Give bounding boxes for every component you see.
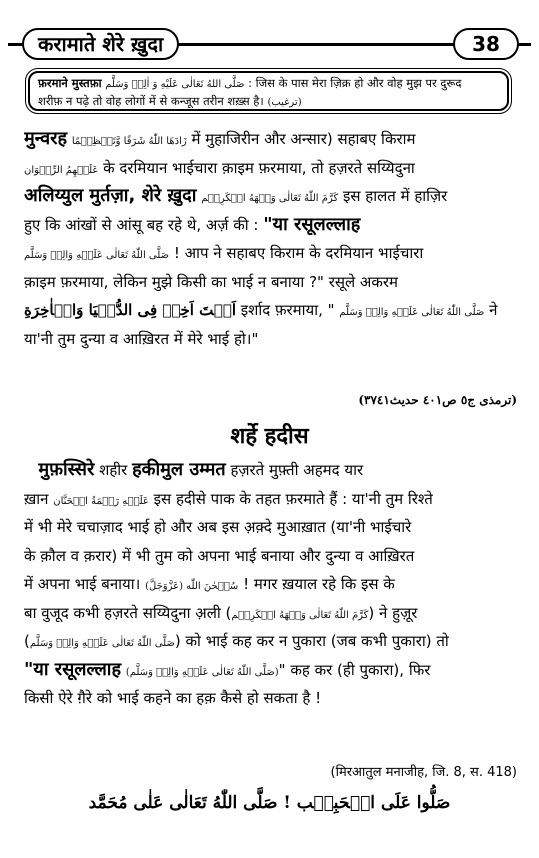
- text-bold: हकीमुल उम्मत: [132, 459, 226, 480]
- commentary-text: [24, 456, 517, 713]
- reference-tirmidhi: (ترمذی ج٥ ص٤٠١ حدیث٣٧٤١): [358, 393, 517, 407]
- hadith-box-heading: फ़रमाने मुस्तफ़ा: [38, 76, 102, 90]
- arabic-phrase: صَلَّى اللّٰهُ تَعَالٰى عَلَيۡهِ وَالِهٖ وَسَلَّم: [29, 638, 175, 649]
- arabic-phrase: عَلَيۡهِ رَحۡمَةُ الۡحَنَّان: [53, 495, 149, 507]
- footer-salawat: صَلُّوا عَلَى الۡحَبِيۡب ! صَلَّى اللّٰهُ تَعَالٰى عَلٰى مُحَمَّد: [88, 793, 451, 813]
- text: ने: [489, 301, 498, 319]
- arabic-phrase: كَرَّمَ اللّٰهُ تَعَالٰى وَجۡهَهُ الۡكَرِيۡم: [201, 193, 339, 204]
- text: के क़ौल व क़रार) में भी तुम को अपना भाई बनाया और दुन्या व आख़िरत: [24, 546, 415, 565]
- text: या'नी तुम दुन्या व आख़िरत में मेरे भाई हो।": [24, 329, 259, 348]
- text: इस हदीसे पाक के तहत फ़रमाते हैं : या'नी तुम रिश्ते: [153, 489, 433, 508]
- text: ख़ान: [24, 489, 49, 508]
- hadith-box-line2: शरीफ़ न पढ़े तो वोह लोगों में से कन्जूस तरीन शख़्स है।: [38, 94, 264, 108]
- text: में अपना भाई बनाया।: [24, 575, 141, 593]
- reference-miraatul-manajih: (मिरआतुल मनाजीह, जि. 8, स. 418): [330, 765, 517, 780]
- book-title: करामाते शेरे ख़ुदा: [22, 28, 179, 60]
- text: ! मगर ख़याल रहे कि इस के: [243, 575, 395, 593]
- paragraph-2: [24, 456, 517, 713]
- text: ) को भाई कह कर न पुकारा (जब कभी पुकारा) तो: [174, 632, 449, 650]
- arabic-hadith-quote: اَنۡتَ اَخِیۡ فِی الدُّنۡيَا وَالۡاٰخِرَةِ: [24, 301, 237, 319]
- arabic-phrase: (سُبۡحٰنَ اللّٰه (عَزَّوَجَلَّ: [145, 581, 239, 592]
- text: (: [24, 632, 30, 650]
- text: " कह कर (ही पुकारा), फिर: [278, 660, 431, 679]
- main-text: [24, 125, 517, 353]
- paragraph-1: [24, 125, 517, 353]
- text: इर्शाद फ़रमाया, ": [240, 301, 335, 319]
- page-number: 38: [453, 28, 519, 60]
- text-bold: अलिय्युल मुर्तज़ा, शेरे ख़ुदा: [24, 185, 197, 206]
- arabic-phrase: صَلَّى اللّٰهُ تَعَالٰى عَلَيۡهِ وَالِهٖ وَسَلَّم: [24, 250, 170, 261]
- arabic-phrase: (صَلَّى اللّٰهُ تَعَالٰى عَلَيۡهِ وَالِهٖ وَسَلَّم): [125, 666, 279, 678]
- hadith-box-salawat: صَلَّى اللهُ تَعَالٰى عَلَيْهِ وَ اٰلِهٖ وَسَلَّم: [105, 79, 245, 90]
- text-bold: मुफ़स्सिरे: [38, 459, 95, 480]
- hadith-box-source: (ترغیب): [267, 97, 302, 108]
- text: हुए कि आंखों से आंसू बह रहे थे, अर्ज़ की :: [24, 215, 259, 234]
- page-header: [0, 28, 539, 60]
- text: इस हालत में हाज़िर: [342, 187, 448, 205]
- text: किसी ऐरे ग़ैरे को भाई कहने का हक़ कैसे हो सकता है !: [24, 689, 322, 707]
- hadith-box: [28, 71, 509, 111]
- text: बा वुजूद कभी हज़रते सय्यिदुना अ़ली (: [24, 603, 232, 622]
- arabic-phrase: عَلَيۡهِمُ الرِّضۡوَان: [24, 164, 99, 176]
- text: में मुहाजिरीन और अन्सार) सहाबए किराम: [191, 130, 416, 148]
- arabic-phrase: زَادَهَا اللّٰهُ شَرَفًا وَّتَعۡظِيۡمًا: [71, 136, 187, 147]
- text: शहीर: [99, 461, 128, 479]
- arabic-phrase: كَرَّمَ اللّٰهُ تَعَالٰى وَجۡهَهُ الۡكَرِيۡم: [231, 609, 369, 621]
- text-bold: "या रसूलल्लाह: [24, 658, 122, 680]
- section-heading: शर्हे हदीस: [230, 424, 309, 449]
- text: क़ाइम फ़रमाया, लेकिन मुझे किसी का भाई न बनाया ?" रसूले अकरम: [24, 272, 399, 291]
- text: में भी मेरे चचाज़ाद भाई हो और अब इस अ़क़्दे मुआख़ात (या'नी भाईचारे: [24, 518, 412, 536]
- text: हज़रते मुफ़्ती अहमद यार: [230, 461, 364, 479]
- text-bold: मुन्वरह: [24, 128, 68, 149]
- arabic-phrase: صَلَّى اللّٰهُ تَعَالٰى عَلَيۡهِ وَالِهٖ وَسَلَّم: [339, 307, 485, 318]
- text: ! आप ने सहाबए किराम के दरमियान भाईचारा: [173, 244, 424, 262]
- text: ) ने हुज़ूर: [368, 603, 418, 622]
- hadith-box-line1: : जिस के पास मेरा ज़िक्र हो और वोह मुझ पर दुरूद: [248, 76, 462, 90]
- text: के दरमियान भाईचारा क़ाइम फ़रमाया, तो हज़रते सय्यिदुना: [103, 158, 415, 177]
- text-bold: "या रसूलल्लाह: [263, 213, 361, 235]
